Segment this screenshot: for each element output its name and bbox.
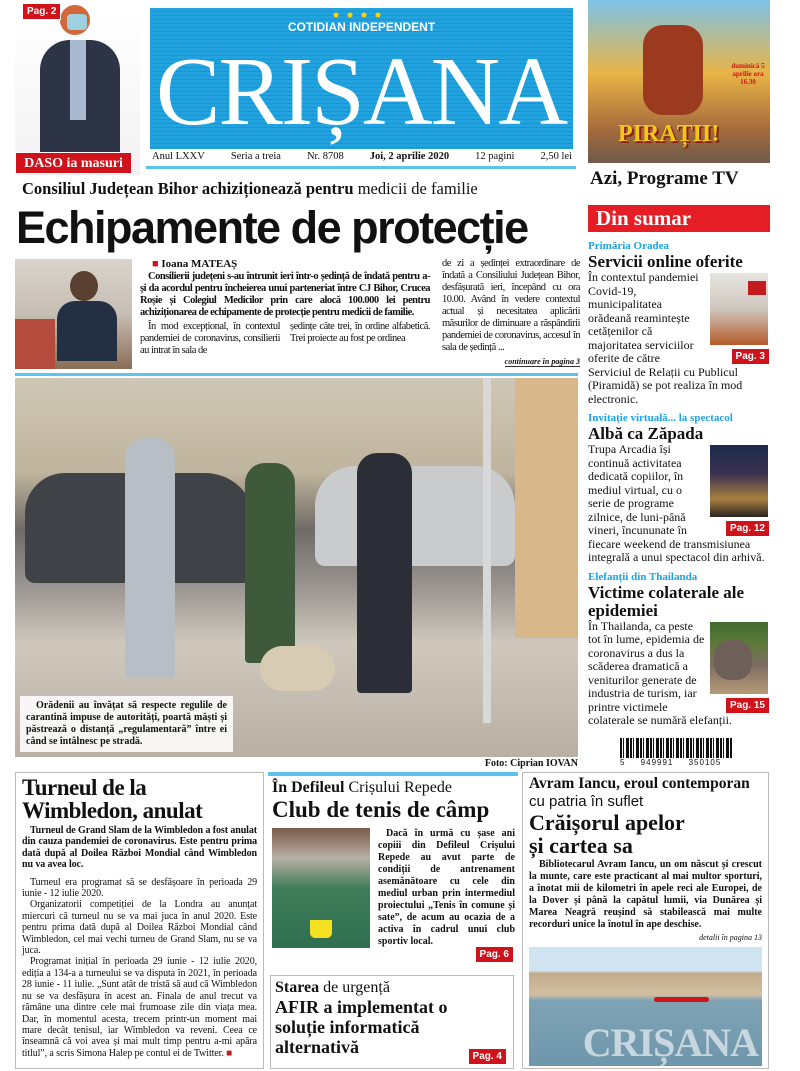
tenis-kicker bbox=[272, 778, 518, 797]
iancu-kicker-bold: Avram Iancu, eroul contemporan bbox=[529, 775, 750, 792]
lead-col3: de zi a ședinței extraordinare de îndată a Consiliului Județean Bihor, desfășurată ieri, începând cu ora 10.00. Având în vedere contextul actual și necesitatea aplicării măsurilor de diminuare a răspândirii pandemiei de coronavirus, accesul în sala de ședință ... bbox=[442, 258, 580, 353]
office-photo bbox=[710, 273, 768, 345]
wimbledon-intro: Turneul de Grand Slam de la Wimbledon a fost anulat din cauza pandemiei de coronavirus. Este pentru prima dată după al Doilea Război Mondial când Wimbledon nu va avea loc. bbox=[22, 825, 257, 871]
tenis-kicker-bold: În Defileul bbox=[272, 779, 345, 796]
afir-kicker-light: de urgență bbox=[323, 979, 390, 996]
elephant-photo bbox=[710, 622, 768, 694]
summary-kicker: Invitație virtuală... la spectacol bbox=[588, 412, 733, 424]
lead-continued-link[interactable]: continuare în pagina 3 bbox=[504, 357, 580, 366]
lead-subhead bbox=[22, 179, 478, 198]
poster-title: PIRAȚII! bbox=[618, 121, 720, 147]
summary-title: Din sumar bbox=[588, 205, 770, 232]
summary-page-badge[interactable]: Pag. 3 bbox=[731, 348, 770, 365]
wimbledon-p2: Organizatorii competiției de la Londra au anunțat miercuri că turneul nu se va mai juca în anul 2020. Este pentru prima dată după al Doilea Război Mondial când Wimbledon, cel mai vechi turneu de Grand Slam, nu se va juca. bbox=[22, 899, 257, 957]
lead-col2: ședințe câte trei, în ordine alfabetică. Trei proiecte au fost pe ordinea bbox=[290, 321, 430, 344]
main-photo-caption: Orădenii au învățat să respecte regulile de carantină impuse de autorități, poartă măști și păstrează o distanță „regulamentară” între ei când se întâlnesc pe stradă. bbox=[20, 696, 233, 752]
summary-headline[interactable]: Victime colaterale ale epidemiei bbox=[588, 582, 745, 620]
summary-kicker: Elefanții din Thailanda bbox=[588, 570, 698, 583]
wimbledon-p3-text: Programat inițial în perioada 29 iunie - 12 iulie 2020, ediția a 134-a a turneului se va disputa în 2021, în perioada 28 iunie - 11 iulie. „Sunt atât de tristă să aud că Wimbledon nu se va desfășura în acest an. Finala de anul trecut va rămâne una dintre cele mai frumoase zile din viața mea. Dar, în momentul acesta, trecem printr-un moment mai mare decât tenisul, iar Wimbledon va reveni. Ceea ce înseamnă că voi avea și mai mult timp pentru a-mi apăra titlul”, a scris Simona Halep pe contul ei de Twitter. bbox=[22, 956, 257, 1059]
issue-number: Nr. 8708 bbox=[306, 151, 344, 162]
tv-programs-link[interactable]: Azi, Programe TV bbox=[590, 168, 739, 189]
issue-info bbox=[152, 151, 572, 162]
summary-item[interactable] bbox=[588, 571, 770, 728]
issue-price: 2,50 lei bbox=[540, 151, 572, 162]
tenis-text: Dacă în urmă cu șase ani copiii din Defileul Crișului Repede au avut parte de condiții de antrenament asemănătoare cu cele din mediul urban prin intermediul proiectului „Tenis în comune și sate”, de acum au ocazia de a activa în cadrul unui club sportiv local. bbox=[378, 828, 515, 947]
photo-credit: Foto: Ciprian IOVAN bbox=[484, 758, 578, 769]
summary-headline[interactable]: Albă ca Zăpada bbox=[588, 424, 704, 443]
masthead-logo[interactable] bbox=[150, 8, 573, 149]
main-street-photo[interactable] bbox=[15, 378, 578, 757]
tenis-article[interactable] bbox=[268, 772, 518, 967]
barcode-number: 5 949991 350105 bbox=[620, 758, 722, 767]
afir-article[interactable] bbox=[270, 975, 514, 1069]
lead-article bbox=[140, 258, 580, 372]
summary-column bbox=[588, 240, 770, 770]
issue-date: Joi, 2 aprilie 2020 bbox=[369, 151, 450, 162]
afir-page-badge[interactable]: Pag. 4 bbox=[468, 1048, 507, 1065]
lead-subhead-light: medicii de familie bbox=[357, 179, 478, 198]
masthead-title: CRIȘANA bbox=[156, 38, 567, 146]
issue-year: Anul LXXV bbox=[152, 151, 205, 162]
summary-headline[interactable]: Servicii online oferite bbox=[588, 252, 743, 271]
issue-pages: 12 pagini bbox=[475, 151, 515, 162]
wimbledon-article[interactable] bbox=[15, 772, 264, 1069]
afir-kicker bbox=[275, 979, 509, 997]
divider bbox=[15, 373, 578, 376]
summary-item[interactable] bbox=[588, 240, 770, 406]
lead-subhead-bold: Consiliul Județean Bihor achiziționează pentru bbox=[22, 179, 354, 198]
afir-headline[interactable]: AFIR a implementat o soluție informatică alternativă bbox=[275, 997, 448, 1057]
iancu-kicker-light: cu patria în suflet bbox=[529, 793, 644, 810]
afir-kicker-bold: Starea bbox=[275, 979, 320, 996]
summary-text: În Thailanda, ca peste tot în lume, epidemia de coronavirus a dus la scăderea dramatică a veniturilor generate de industria de turism, iar printre victimele colaterale se numără elefanții. bbox=[588, 618, 732, 727]
iancu-article[interactable] bbox=[522, 772, 769, 1069]
summary-page-badge[interactable]: Pag. 12 bbox=[725, 520, 770, 537]
puppet-show-photo bbox=[710, 445, 768, 517]
wimbledon-p3: Programat inițial în perioada 29 iunie - 12 iulie 2020, ediția a 134-a a turneului se va disputa în 2021, în perioada 28 iunie - 11 iulie. „Sunt atât de tristă să aud că Wimbledon nu se va desfășura în acest an. Finala de anul trecut va rămâne una dintre cele mai frumoase zile din viața mea. Dar, în momentul acesta, trecem printr-un moment mai mare decât tenisul, iar Wimbledon va reveni. Ceea ce înseamnă că voi avea și mai mult timp pentru a-mi apăra titlul”, a scris Simona Halep pe contul ei de Twitter. ■ bbox=[22, 956, 257, 1059]
lead-col1: În mod excepțional, în contextul pandemiei de coronavirus, consilierii au intrat în sala de bbox=[140, 321, 280, 356]
wimbledon-headline[interactable]: Turneul de la Wimbledon, anulat bbox=[22, 775, 203, 823]
stars-icon bbox=[330, 10, 390, 20]
iancu-headline[interactable]: Crăișorul apelor și cartea sa bbox=[529, 810, 685, 858]
queue-sign-icon bbox=[748, 281, 766, 295]
lead-author: ■ Ioana MATEAȘ bbox=[152, 258, 238, 270]
daso-label[interactable]: DASO ia masuri bbox=[15, 152, 132, 174]
summary-page-badge[interactable]: Pag. 15 bbox=[725, 697, 770, 714]
summary-text: În contextul pandemiei Covid-19, municipalitatea orădeană reamintește cetățenilor că majoritatea serviciilor oferite de către Serviciul de Relații cu Publicul (Piramidă) se pot realiza în mod electronic. bbox=[588, 270, 743, 406]
barcode bbox=[588, 738, 770, 770]
tennis-photo bbox=[272, 828, 370, 948]
danube-swim-photo bbox=[529, 947, 762, 1066]
daso-photo[interactable] bbox=[15, 0, 140, 175]
tenis-kicker-light: Crișului Repede bbox=[348, 779, 452, 796]
wimbledon-p1: Turneul era programat să se desfășoare în perioada 29 iunie - 12 iulie 2020. bbox=[22, 876, 257, 900]
watermark-logo: CRIȘANA bbox=[582, 1020, 758, 1065]
summary-kicker: Primăria Oradea bbox=[588, 240, 669, 252]
lead-intro: Consilierii județeni s-au întrunit ieri într-o ședință de îndată pentru a-și da acordul pentru încheierea unui parteneriat între CJ Bihor, Crucea Roșie și Colegiul Medicilor prin care alocă 100.000 lei pentru achiziționarea de echipamente de protecție pentru medicii de familie. bbox=[140, 271, 430, 318]
masthead-tagline: COTIDIAN INDEPENDENT bbox=[287, 20, 436, 34]
iancu-details-link[interactable]: detalii în pagina 13 bbox=[699, 933, 762, 942]
daso-page-badge[interactable]: Pag. 2 bbox=[22, 3, 61, 20]
lead-headline[interactable]: Echipamente de protecție bbox=[16, 202, 528, 253]
author-name: Ioana MATEAȘ bbox=[161, 258, 238, 270]
tenis-headline[interactable]: Club de tenis de câmp bbox=[272, 797, 490, 822]
poster-note: duminică 5 aprilie ora 16.30 bbox=[731, 62, 765, 86]
council-photo[interactable] bbox=[15, 259, 132, 369]
issue-series: Seria a treia bbox=[230, 151, 281, 162]
iancu-text: Bibliotecarul Avram Iancu, un om născut și crescut la munte, care este practicant al mai multor sporturi, a înotat mii de kilometri în apele reci ale Europei, de la Dover și până la capătul lumii, via Dunărea și Marea Neagră reușind să stabilească mai multe recorduri unice la înotul în ape deschise. bbox=[529, 859, 762, 930]
tv-poster[interactable] bbox=[588, 0, 770, 163]
divider bbox=[146, 166, 576, 169]
tenis-page-badge[interactable]: Pag. 6 bbox=[475, 946, 514, 963]
summary-text: Trupa Arcadia își continuă activitatea dedicată copiilor, în mediul virtual, cu o serie de programe zilnice, de luni-până vineri, încununate în fiecare weekend de transmisiunea integrală a unui spectacol din arhivă. bbox=[588, 442, 765, 564]
summary-item[interactable] bbox=[588, 412, 770, 565]
